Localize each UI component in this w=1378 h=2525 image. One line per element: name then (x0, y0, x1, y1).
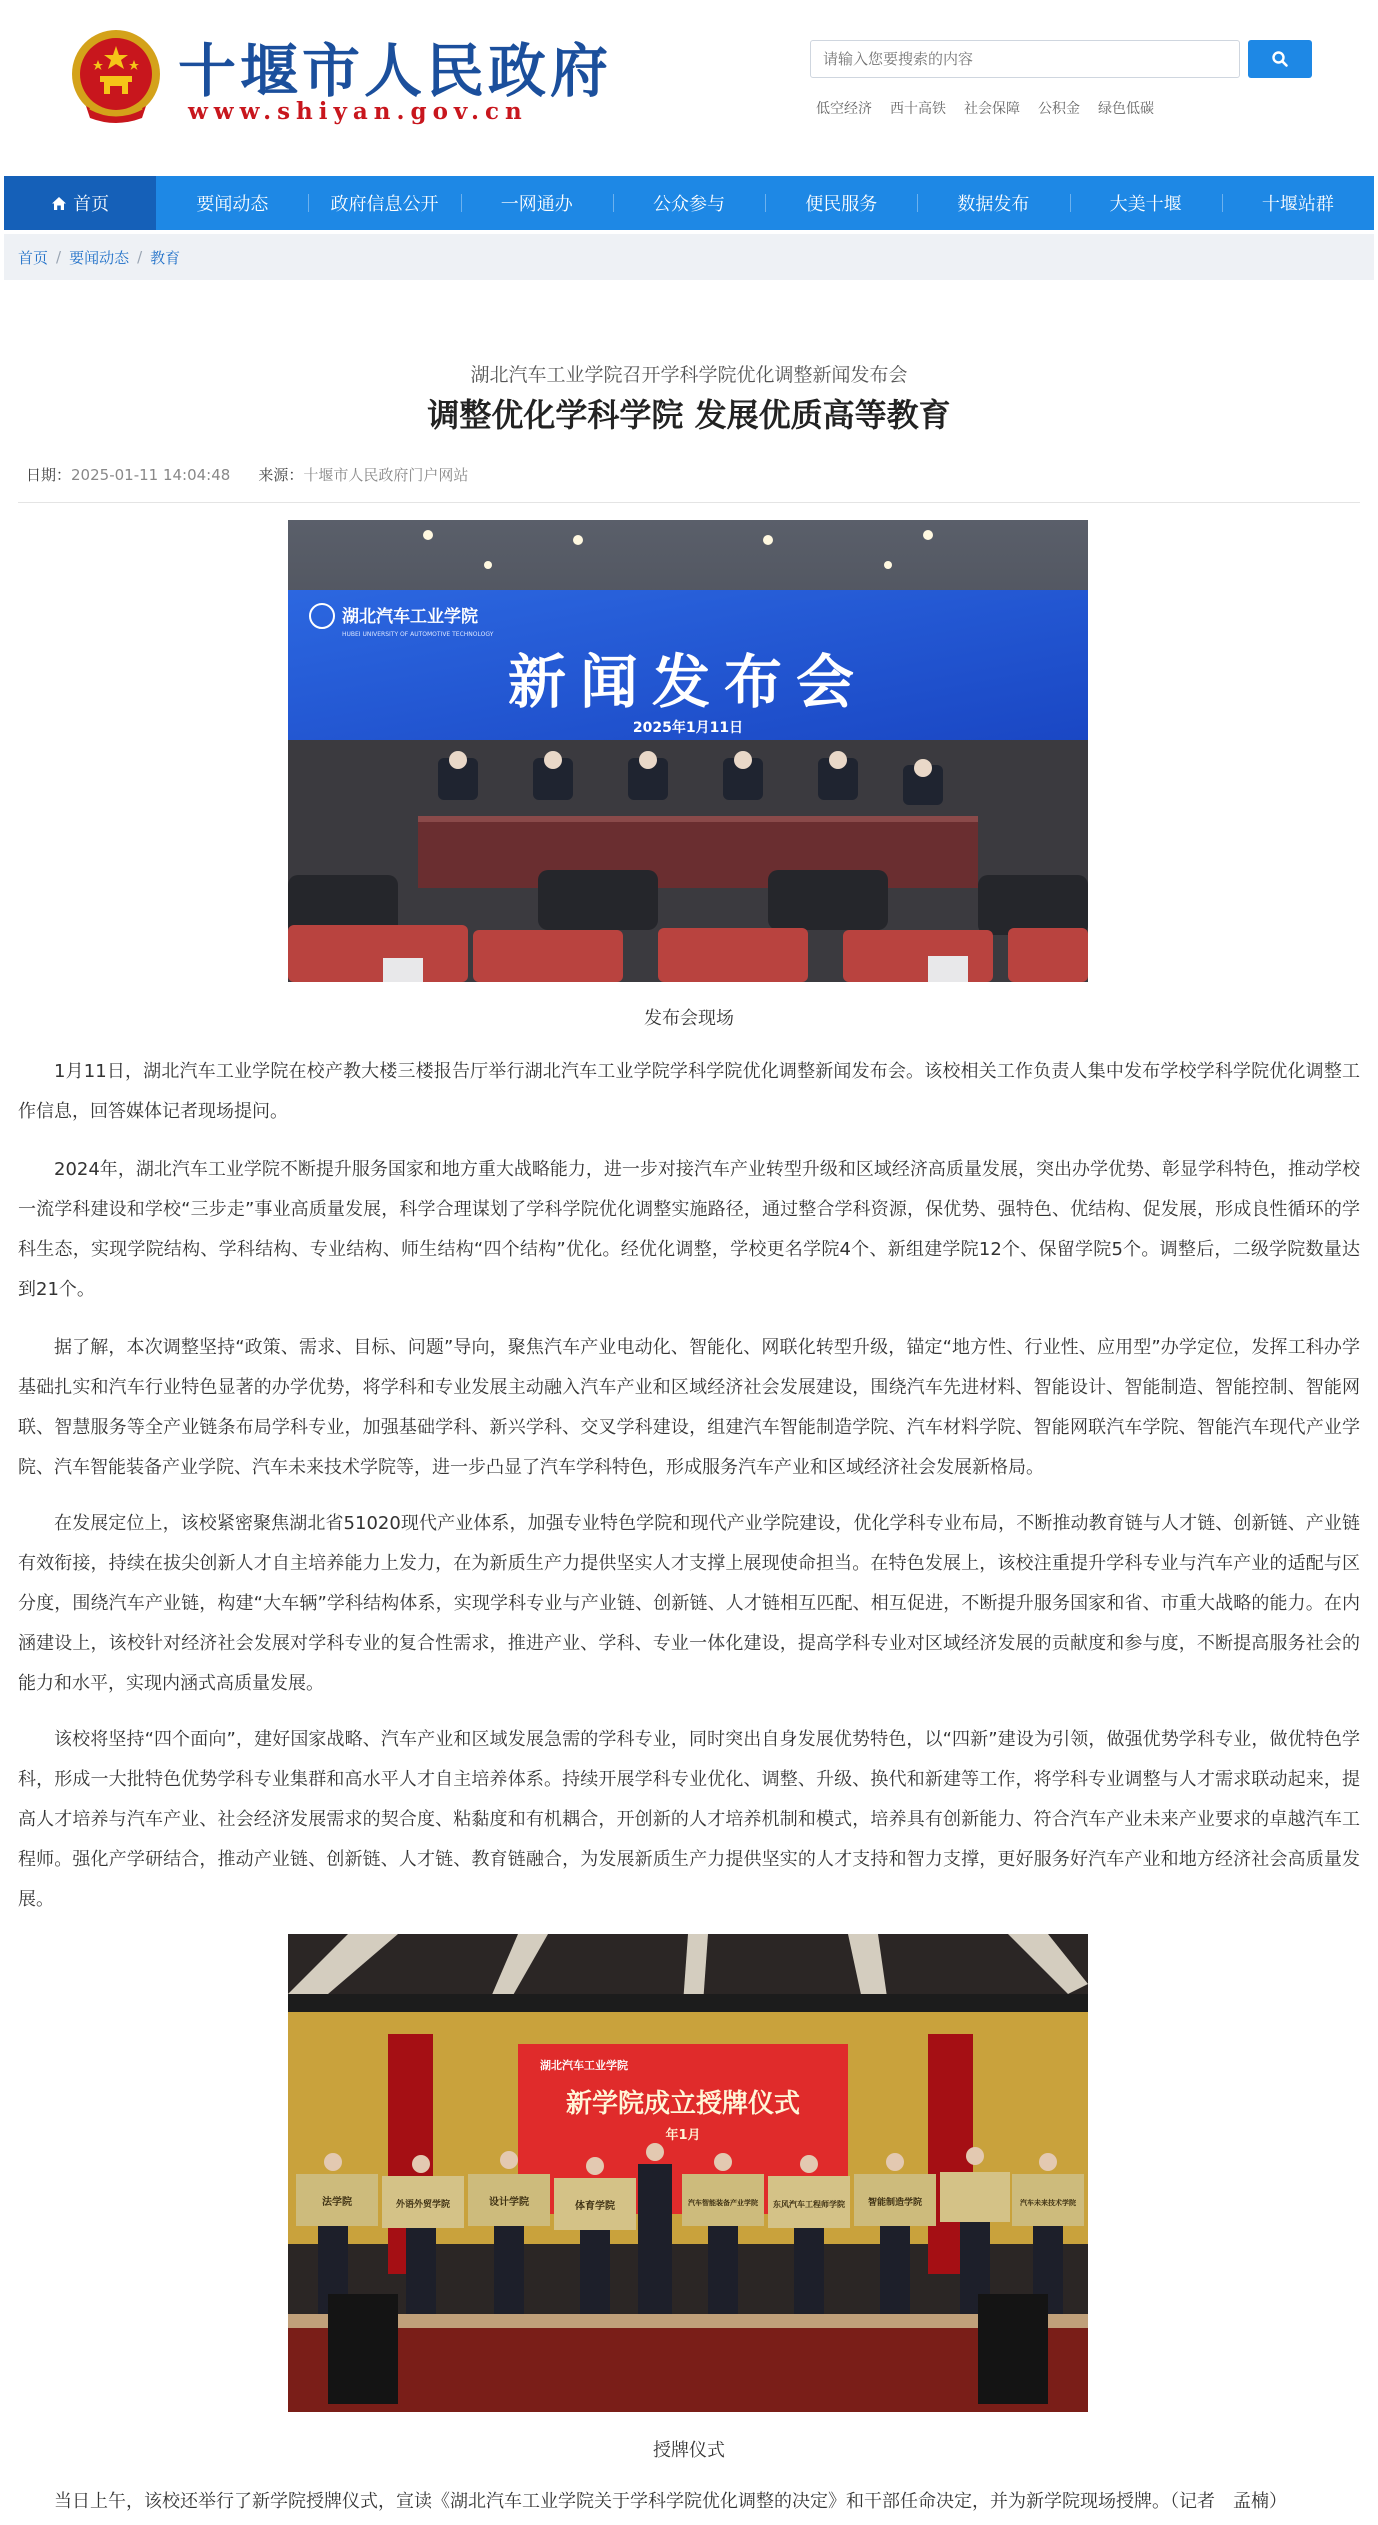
plaque-row (296, 2172, 1084, 2230)
plaque-label: 东风汽车工程师学院 (773, 2200, 845, 2209)
hot-link[interactable]: 低空经济 (816, 101, 872, 117)
article-paragraph: 2024年，湖北汽车工业学院不断提升服务国家和地方重大战略能力，进一步对接汽车产业转型升级和区域经济高质量发展，突出办学优势、彰显学科特色，推动学校一流学科建设和学校“三步走”事业高质量发展，科学合理谋划了学科学院优化调整实施路径，通过整合学科资源，保优势、强特色、优结构、促发展，形成良性循环的学科生态，实现学院结构、学科结构、专业结构、师生结构“四个结构”优化。经优化调整，学校更名学院4个、新组建学院12个、保留学院5个。调整后，二级学院数量达到21个。 (18, 1159, 1360, 1300)
screen-school-name-en: HUBEI UNIVERSITY OF AUTOMOTIVE TECHNOLOGY (342, 631, 494, 638)
plaque-ceremony-photo (288, 1934, 1088, 2412)
nav-item-beautiful-shiyan[interactable] (1070, 176, 1222, 230)
nav-item-label: 首页 (73, 194, 110, 215)
site-domain: www.shiyan.gov.cn (188, 98, 528, 125)
banner-date: 年1月 (665, 2128, 701, 2143)
banner-title: 新学院成立授牌仪式 (565, 2089, 801, 2119)
home-icon (51, 196, 67, 211)
hot-link[interactable]: 绿色低碳 (1098, 101, 1154, 117)
nav-item-label: 十堰站群 (1261, 194, 1334, 215)
nav-item-online-services[interactable] (461, 176, 613, 230)
site-header (0, 0, 1378, 176)
search-button[interactable] (1248, 40, 1312, 78)
photo-caption: 发布会现场 (644, 1008, 734, 1029)
nav-item-data-release[interactable] (917, 176, 1069, 230)
article-date: 2025-01-11 14:04:48 (71, 466, 231, 484)
nav-item-home[interactable] (4, 176, 156, 230)
plaque-label: 汽车智能装备产业学院 (688, 2199, 758, 2207)
breadcrumb (4, 234, 1374, 280)
nav-item-label: 政府信息公开 (330, 194, 439, 215)
main-nav (4, 176, 1374, 230)
nav-item-public-participation[interactable] (613, 176, 765, 230)
breadcrumb-link-news[interactable]: 要闻动态 (69, 248, 130, 267)
nav-item-label: 便民服务 (805, 194, 878, 215)
article-meta (26, 464, 468, 485)
photo-caption: 授牌仪式 (653, 2440, 725, 2461)
screen-school-name: 湖北汽车工业学院 (342, 607, 478, 627)
press-conference-photo (288, 520, 1088, 982)
nav-item-label: 数据发布 (957, 194, 1030, 215)
hot-search-links (816, 98, 1154, 118)
hot-link[interactable]: 西十高铁 (890, 101, 946, 117)
breadcrumb-separator: / (137, 248, 143, 266)
source-label: 来源： (258, 466, 304, 484)
article-paragraph: 该校将坚持“四个面向”，建好国家战略、汽车产业和区域发展急需的学科专业，同时突出自身发展优势特色，以“四新”建设为引领，做强优势学科专业，做优特色学科，形成一大批特色优势学科专业集群和高水平人才自主培养体系。持续开展学科专业优化、调整、升级、换代和新建等工作，将学科专业调整与人才需求联动起来，提高人才培养与汽车产业、社会经济发展需求的契合度、粘黏度和有机耦合，开创新的人才培养机制和模式，培养具有创新能力、符合汽车产业未来产业要求的卓越汽车工程师。强化产学研结合，推动产业链、创新链、人才链、教育链融合，为发展新质生产力提供坚实的人才支持和智力支撑，更好服务好汽车产业和地方经济社会高质量发展。 (18, 1729, 1360, 1910)
nav-item-label: 一网通办 (500, 194, 573, 215)
nav-item-gov-info[interactable] (308, 176, 460, 230)
nav-item-news[interactable] (156, 176, 308, 230)
site-title[interactable]: 十堰市人民政府 (178, 37, 613, 105)
article-paragraph: 据了解，本次调整坚持“政策、需求、目标、问题”导向，聚焦汽车产业电动化、智能化、网联化转型升级，锚定“地方性、行业性、应用型”办学定位，发挥工科办学基础扎实和汽车行业特色显著的办学优势，将学科和专业发展主动融入汽车产业和区域经济社会发展建设，围绕汽车先进材料、智能设计、智能制造、智能控制、智能网联、智慧服务等全产业链条布局学科专业，加强基础学科、新兴学科、交叉学科建设，组建汽车智能制造学院、汽车材料学院、智能网联汽车学院、智能汽车现代产业学院、汽车智能装备产业学院、汽车未来技术学院等，进一步凸显了汽车学科特色，形成服务汽车产业和区域经济社会发展新格局。 (18, 1337, 1360, 1478)
divider (18, 502, 1360, 503)
screen-date: 2025年1月11日 (632, 720, 744, 736)
plaque-label: 体育学院 (575, 2201, 615, 2212)
breadcrumb-separator: / (56, 248, 62, 266)
plaque-label: 智能制造学院 (867, 2198, 923, 2208)
article-title: 调整优化学科学院 发展优质高等教育 (427, 396, 951, 434)
banner-school-name: 湖北汽车工业学院 (540, 2059, 628, 2072)
plaque-label: 汽车未来技术学院 (1020, 2199, 1076, 2207)
hot-link[interactable]: 公积金 (1038, 101, 1080, 117)
nav-item-label: 公众参与 (652, 194, 725, 215)
date-label: 日期： (26, 466, 72, 484)
nav-item-label: 大美十堰 (1109, 194, 1182, 215)
article-paragraph: 当日上午，该校还举行了新学院授牌仪式，宣读《湖北汽车工业学院关于学科学院优化调整的决定》和干部任命决定，并为新学院现场授牌。（记者 孟楠） (54, 2491, 1287, 2512)
nav-item-label: 要闻动态 (196, 194, 269, 215)
national-emblem-icon[interactable] (70, 28, 162, 126)
article-paragraph: 在发展定位上，该校紧密聚焦湖北省51020现代产业体系，加强专业特色学院和现代产业学院建设，优化学科专业布局，不断推动教育链与人才链、创新链、产业链有效衔接，持续在拔尖创新人才自主培养能力上发力，在为新质生产力提供坚实人才支撑上展现使命担当。在特色发展上，该校注重提升学科专业与汽车产业的适配与区分度，围绕汽车产业链，构建“大车辆”学科结构体系，实现学科专业与产业链、创新链、人才链相互匹配、相互促进，不断提升服务国家和省、市重大战略的能力。在内涵建设上，该校针对经济社会发展对学科专业的复合性需求，推进产业、学科、专业一体化建设，提高学科专业对区域经济发展的贡献度和参与度，不断提高服务社会的能力和水平，实现内涵式高质量发展。 (18, 1513, 1360, 1694)
breadcrumb-link-education[interactable]: 教育 (150, 248, 181, 267)
search-input[interactable] (810, 40, 1240, 78)
nav-item-convenience[interactable] (765, 176, 917, 230)
search-icon (1271, 50, 1289, 68)
plaque-label: 法学院 (322, 2197, 352, 2208)
article-subtitle: 湖北汽车工业学院召开学科学院优化调整新闻发布会 (470, 364, 908, 386)
plaque-label: 外语外贸学院 (395, 2200, 451, 2210)
screen-title: 新闻发布会 (507, 648, 869, 716)
breadcrumb-link-home[interactable]: 首页 (18, 248, 49, 267)
hot-link[interactable]: 社会保障 (964, 101, 1020, 117)
article-paragraph: 1月11日，湖北汽车工业学院在校产教大楼三楼报告厅举行湖北汽车工业学院学科学院优化调整新闻发布会。该校相关工作负责人集中发布学校学科学院优化调整工作信息，回答媒体记者现场提问。 (18, 1061, 1360, 1122)
article-source: 十堰市人民政府门户网站 (303, 466, 469, 484)
plaque-label: 设计学院 (489, 2197, 529, 2208)
nav-item-site-group[interactable] (1222, 176, 1374, 230)
